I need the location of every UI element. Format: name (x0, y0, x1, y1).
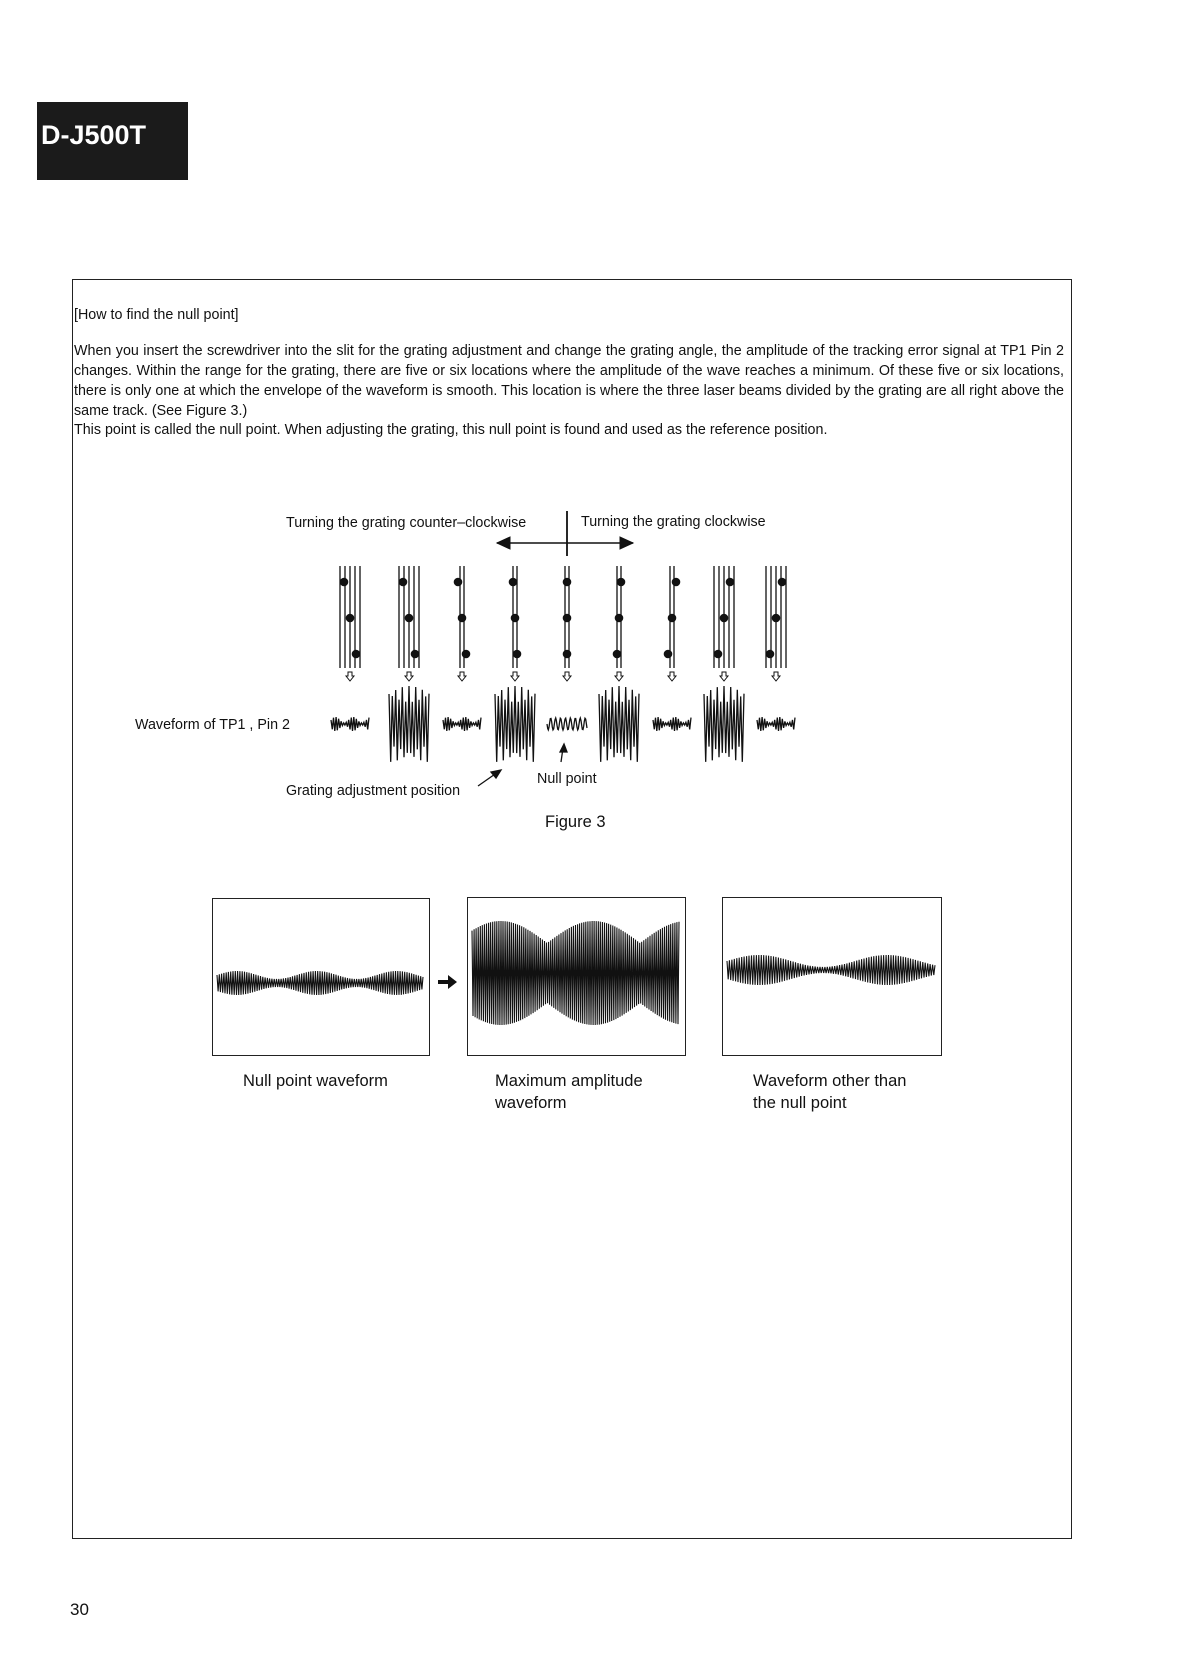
other-waveform-trace (723, 898, 939, 1053)
laser-spot-bottom (664, 650, 673, 659)
grating-position-arrowhead (491, 770, 501, 778)
section-paragraph-2: This point is called the null point. When adjusting the grating, this null point is found and used as the reference position. (74, 422, 828, 438)
waveform-noisy (653, 717, 691, 731)
laser-spot-bottom (513, 650, 522, 659)
laser-spot-middle (615, 614, 624, 623)
laser-spot-middle (720, 614, 729, 623)
down-arrow-icon (458, 672, 466, 681)
grating-position-label: Grating adjustment position (286, 783, 461, 799)
section-paragraph: When you insert the screwdriver into the slit for the grating adjustment and change the grating angle, the amplitude of the tracking error signal at TP1 Pin 2 changes. Within the range for the grating, there are five or six locations where the amplitude of the wave reaches a minimum. Of these five or six locations, there is only one at which the envelope of the waveform is smooth. This location is where the three laser beams divided by the grating are all right above the same track. (See Figure 3.) (74, 343, 1064, 419)
laser-spot-top (399, 578, 408, 587)
small-down-arrows (346, 672, 780, 681)
down-arrow-icon (511, 672, 519, 681)
waveform-big (389, 686, 429, 762)
laser-spot-middle (346, 614, 355, 623)
down-arrow-icon (668, 672, 676, 681)
down-arrow-icon (405, 672, 413, 681)
other-waveform-trace (727, 955, 935, 985)
laser-spot-middle (458, 614, 467, 623)
model-name: D-J500T (41, 120, 147, 150)
laser-spot-top (340, 578, 349, 587)
figure-caption: Figure 3 (545, 813, 606, 831)
right-arrow-icon (620, 537, 633, 549)
laser-spot-top (509, 578, 518, 587)
laser-spot-bottom (411, 650, 420, 659)
laser-spot-middle (772, 614, 781, 623)
page-number: 30 (70, 1600, 89, 1619)
other-caption-1: Waveform other than (753, 1072, 907, 1090)
null-point-arrowhead (560, 744, 567, 752)
down-arrow-icon (563, 672, 571, 681)
laser-spot-middle (511, 614, 520, 623)
waveform-smooth (547, 718, 587, 730)
down-arrow-icon (615, 672, 623, 681)
laser-spot-top (563, 578, 572, 587)
laser-spot-middle (668, 614, 677, 623)
null-point-label: Null point (537, 771, 597, 787)
max-amplitude-trace (472, 921, 679, 1025)
laser-spot-bottom (352, 650, 361, 659)
max-amplitude-waveform-trace (468, 898, 683, 1053)
waveform-noisy (331, 717, 369, 731)
waveform-big (704, 686, 744, 762)
max-amplitude-caption-2: waveform (495, 1094, 567, 1112)
laser-spot-bottom (613, 650, 622, 659)
max-amplitude-caption-1: Maximum amplitude (495, 1072, 643, 1090)
section-heading: [How to find the null point] (74, 307, 239, 323)
down-arrow-icon (346, 672, 354, 681)
laser-spot-middle (563, 614, 572, 623)
laser-spot-top (726, 578, 735, 587)
waveform-big (599, 686, 639, 762)
waveform-noisy (757, 717, 795, 731)
cw-label: Turning the grating clockwise (581, 514, 766, 530)
laser-spot-bottom (766, 650, 775, 659)
other-waveform-scope (722, 897, 942, 1056)
laser-spot-top (454, 578, 463, 587)
left-arrow-icon (497, 537, 510, 549)
waveform-label: Waveform of TP1 , Pin 2 (135, 717, 290, 733)
laser-spot-top (617, 578, 626, 587)
laser-spot-top (778, 578, 787, 587)
laser-spot-middle (405, 614, 414, 623)
ccw-label: Turning the grating counter–clockwise (286, 515, 527, 531)
null-point-waveform-trace (213, 899, 427, 1053)
waveform-big (495, 686, 535, 762)
null-point-caption: Null point waveform (243, 1072, 388, 1090)
null-point-scope (212, 898, 430, 1056)
laser-spot-top (672, 578, 681, 587)
down-arrow-icon (772, 672, 780, 681)
null-point-trace (217, 971, 423, 995)
other-caption-2: the null point (753, 1094, 847, 1112)
waveform-noisy (443, 717, 481, 731)
laser-spot-bottom (563, 650, 572, 659)
laser-spot-bottom (714, 650, 723, 659)
laser-spot-bottom (462, 650, 471, 659)
down-arrow-icon (720, 672, 728, 681)
max-amplitude-scope (467, 897, 686, 1056)
